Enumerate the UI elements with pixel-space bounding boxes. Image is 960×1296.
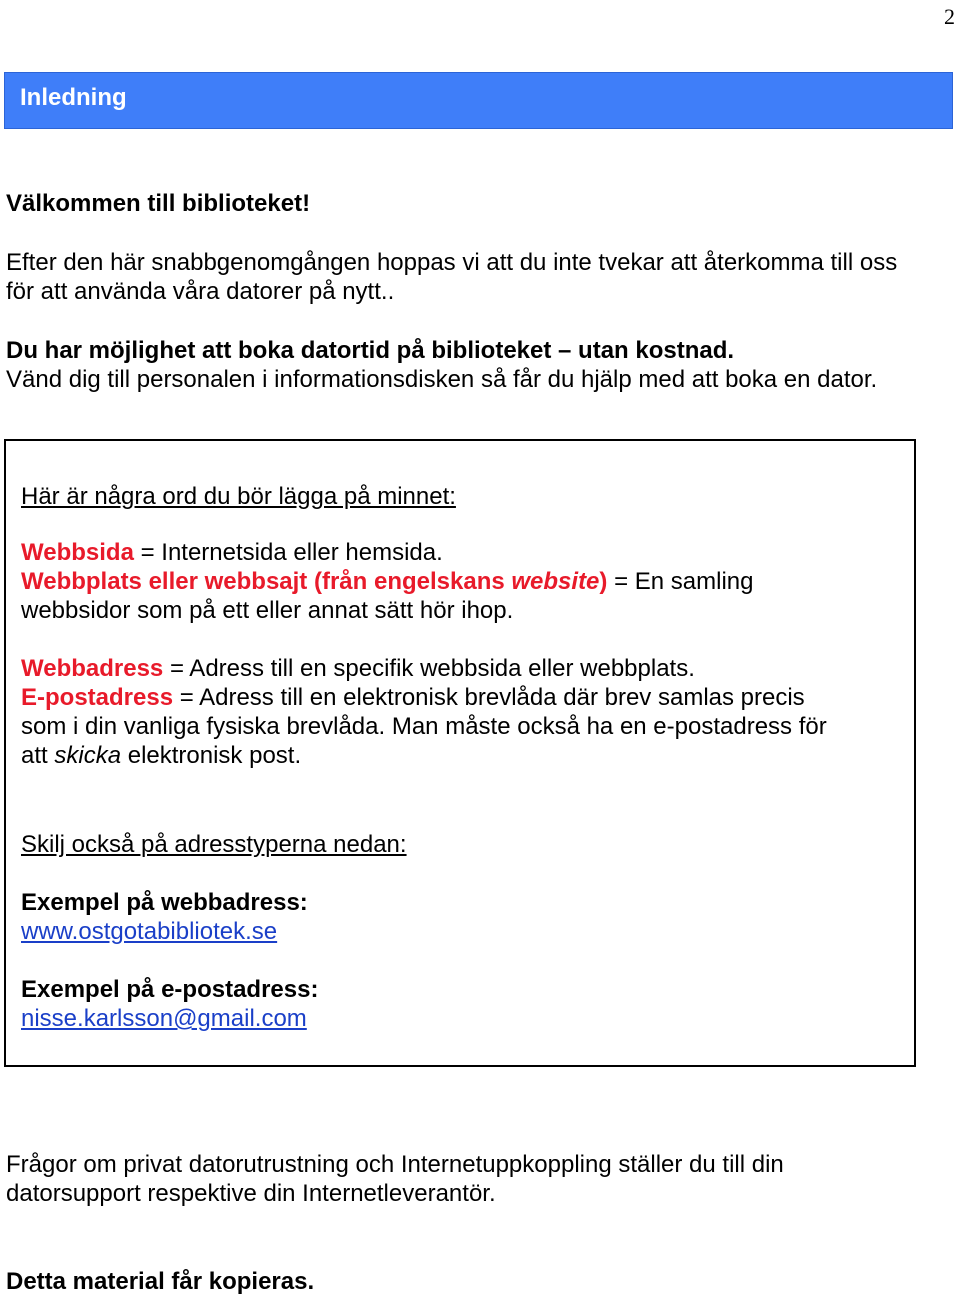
email-example-link[interactable]: nisse.karlsson@gmail.com: [21, 1005, 307, 1032]
intro-line-2: för att använda våra datorer på nytt..: [6, 278, 395, 305]
copy-notice: Detta material får kopieras.: [6, 1268, 315, 1295]
def-epost-2: som i din vanliga fysiska brevlåda. Man måste också ha en e-postadress för: [21, 713, 827, 740]
def-webbadress: = Adress till en specifik webbsida eller webbplats.: [163, 655, 695, 682]
booking-bold-line: Du har möjlighet att boka datortid på biblioteket – utan kostnad.: [6, 337, 735, 364]
web-example-link[interactable]: www.ostgotabibliotek.se: [21, 918, 278, 945]
web-example-label: Exempel på webbadress:: [21, 889, 308, 916]
support-note: [6, 1150, 784, 1208]
support-note-line-1: Frågor om privat datorutrustning och Internetuppkoppling ställer du till din: [6, 1151, 784, 1178]
intro-line-1: Efter den här snabbgenomgången hoppas vi att du inte tvekar att återkomma till oss: [6, 249, 898, 276]
booking-paragraph: [6, 336, 877, 394]
glossary-heading: Här är några ord du bör lägga på minnet:: [21, 483, 456, 510]
page-number: 2: [944, 4, 955, 29]
glossary-webbplats: [21, 567, 753, 625]
term-webbsida: Webbsida: [21, 539, 134, 566]
section-header-bar: [4, 72, 953, 129]
def-webbsida: = Internetsida eller hemsida.: [133, 539, 443, 566]
examples-heading: Skilj också på adresstyperna nedan:: [21, 831, 407, 858]
booking-line: Vänd dig till personalen i informationsdisken så får du hjälp med att boka en dator.: [6, 366, 878, 393]
glossary-epost: [21, 683, 827, 770]
email-example-label: Exempel på e-postadress:: [21, 976, 319, 1003]
glossary-webbsida: [21, 538, 443, 567]
def-epost-3-italic: skicka: [54, 742, 122, 769]
intro-paragraph: [6, 248, 897, 306]
section-title: Inledning: [20, 84, 127, 111]
term-webbadress: Webbadress: [21, 655, 164, 682]
glossary-webbadress: [21, 654, 695, 683]
term-epost: E-postadress: [21, 684, 174, 711]
def-epost-3b: elektronisk post.: [121, 742, 302, 769]
term-webbplats-close: ): [599, 568, 608, 595]
def-epost-1: = Adress till en elektronisk brevlåda där brev samlas precis: [173, 684, 805, 711]
glossary-box: [4, 439, 916, 1067]
term-webbplats-italic: website: [511, 568, 600, 595]
welcome-heading: Välkommen till biblioteket!: [6, 190, 311, 217]
def-webbplats-2: webbsidor som på ett eller annat sätt hör ihop.: [21, 597, 514, 624]
term-webbplats: Webbplats eller webbsajt (från engelskans: [21, 568, 512, 595]
support-note-line-2: datorsupport respektive din Internetleverantör.: [6, 1180, 496, 1207]
def-webbplats-1: = En samling: [607, 568, 754, 595]
def-epost-3a: att: [21, 742, 55, 769]
